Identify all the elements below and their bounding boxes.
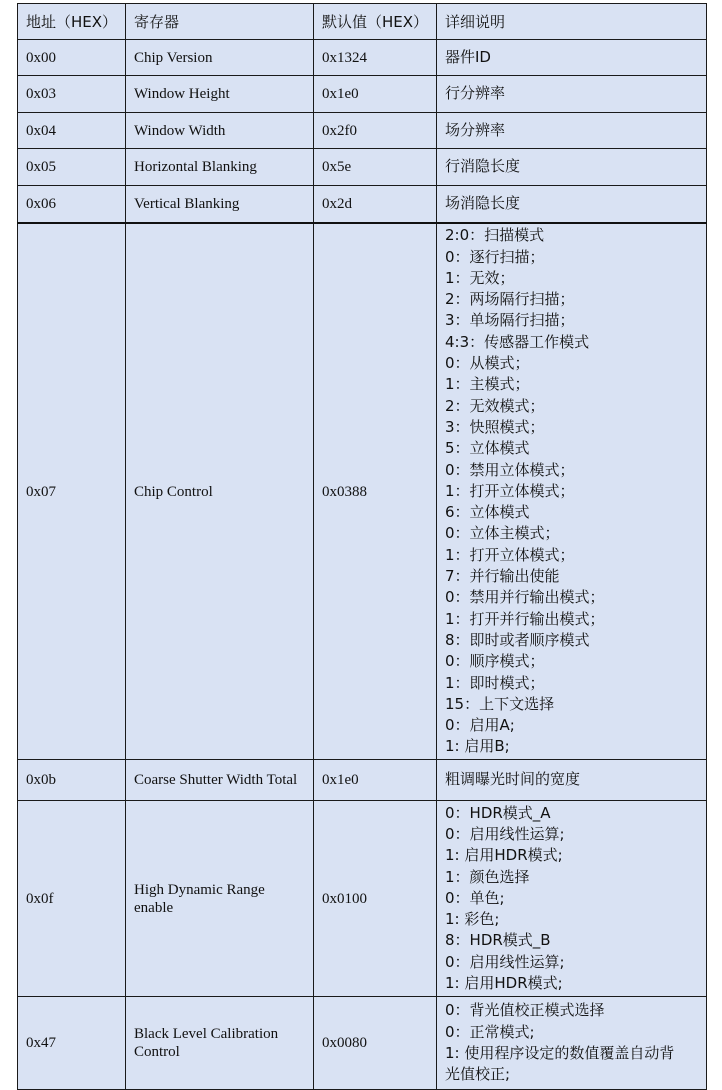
description-line: 粗调曝光时间的宽度 [445, 770, 581, 789]
description-line: 场分辨率 [445, 120, 506, 139]
cell-default: 0x0388 [314, 223, 437, 760]
description-line: 行分辨率 [445, 84, 506, 103]
description-line: 1: 启用B; [445, 737, 510, 756]
description-line: 0：禁用并行输出模式； [445, 588, 605, 607]
description-line: 6：立体模式 [445, 503, 530, 522]
description-line: 场消隐长度 [445, 194, 521, 213]
description-line: 1: 启用HDR模式; [445, 846, 563, 865]
table-row [18, 40, 707, 76]
cell-default: 0x1e0 [314, 760, 437, 801]
description-line: 1：打开立体模式； [445, 481, 575, 500]
cell-register: High Dynamic Range enable [126, 801, 314, 997]
description-line: 光值校正; [445, 1065, 511, 1084]
description-line: 0：逐行扫描； [445, 247, 545, 266]
header-default: 默认值（HEX） [314, 4, 437, 40]
description-line: 1: 启用HDR模式; [445, 974, 563, 993]
cell-register: Window Height [126, 76, 314, 113]
table-row [18, 186, 707, 224]
cell-address: 0x0f [18, 801, 126, 997]
cell-description [437, 186, 707, 224]
cell-register: Chip Version [126, 40, 314, 76]
cell-default: 0x1324 [314, 40, 437, 76]
cell-description [437, 149, 707, 186]
description-line: 0：HDR模式_A [445, 803, 551, 822]
table-row [18, 997, 707, 1090]
description-line: 8：即时或者顺序模式 [445, 630, 590, 649]
cell-address: 0x07 [18, 223, 126, 760]
description-line: 1：主模式； [445, 375, 530, 394]
cell-address: 0x04 [18, 113, 126, 149]
description-line: 0：从模式； [445, 354, 530, 373]
description-line: 1：无效； [445, 268, 515, 287]
description-line: 1：打开并行输出模式； [445, 609, 605, 628]
cell-address: 0x47 [18, 997, 126, 1090]
table-row [18, 149, 707, 186]
description-line: 1: 彩色; [445, 910, 500, 929]
cell-default: 0x5e [314, 149, 437, 186]
table-row [18, 76, 707, 113]
description-line: 3：快照模式； [445, 417, 545, 436]
cell-description [437, 801, 707, 997]
description-line: 0：禁用立体模式； [445, 460, 575, 479]
cell-description [437, 223, 707, 760]
cell-register: Vertical Blanking [126, 186, 314, 224]
cell-register: Black Level Calibration Control [126, 997, 314, 1090]
cell-register: Horizontal Blanking [126, 149, 314, 186]
description-line: 4:3：传感器工作模式 [445, 332, 590, 351]
description-line: 0：顺序模式； [445, 652, 545, 671]
cell-address: 0x00 [18, 40, 126, 76]
table-row [18, 113, 707, 149]
description-line: 0：正常模式; [445, 1022, 535, 1041]
description-line: 0：背光值校正模式选择 [445, 1001, 605, 1020]
register-table [17, 3, 707, 1090]
description-line: 8：HDR模式_B [445, 931, 551, 950]
cell-register: Window Width [126, 113, 314, 149]
description-line: 行消隐长度 [445, 157, 521, 176]
table-row [18, 223, 707, 760]
header-register: 寄存器 [126, 4, 314, 40]
cell-default: 0x2d [314, 186, 437, 224]
description-line: 0：立体主模式； [445, 524, 560, 543]
description-line: 5：立体模式 [445, 439, 530, 458]
description-line: 器件ID [445, 47, 491, 66]
description-line: 1：颜色选择 [445, 867, 530, 886]
table-header-row [18, 4, 707, 40]
cell-default: 0x0080 [314, 997, 437, 1090]
description-line: 1：打开立体模式； [445, 545, 575, 564]
cell-description [437, 997, 707, 1090]
description-line: 0：单色; [445, 888, 505, 907]
cell-default: 0x2f0 [314, 113, 437, 149]
description-line: 0：启用A; [445, 716, 515, 735]
description-line: 1：即时模式； [445, 673, 545, 692]
cell-address: 0x06 [18, 186, 126, 224]
description-line: 3：单场隔行扫描； [445, 311, 575, 330]
cell-address: 0x03 [18, 76, 126, 113]
cell-register: Chip Control [126, 223, 314, 760]
description-line: 0：启用线性运算; [445, 824, 565, 843]
cell-address: 0x05 [18, 149, 126, 186]
table-row [18, 760, 707, 801]
description-line: 0：启用线性运算; [445, 952, 565, 971]
description-line: 7：并行输出使能 [445, 567, 560, 586]
header-address: 地址（HEX） [18, 4, 126, 40]
description-line: 2：两场隔行扫描； [445, 290, 575, 309]
cell-default: 0x0100 [314, 801, 437, 997]
description-line: 1: 使用程序设定的数值覆盖自动背 [445, 1044, 675, 1062]
cell-default: 0x1e0 [314, 76, 437, 113]
cell-register: Coarse Shutter Width Total [126, 760, 314, 801]
cell-description [437, 760, 707, 801]
cell-address: 0x0b [18, 760, 126, 801]
header-description: 详细说明 [437, 4, 707, 40]
description-line: 15：上下文选择 [445, 694, 555, 713]
cell-description [437, 113, 707, 149]
description-line: 2:0：扫描模式 [445, 226, 545, 245]
cell-description [437, 40, 707, 76]
table-row [18, 801, 707, 997]
description-line: 2：无效模式； [445, 396, 545, 415]
cell-description [437, 76, 707, 113]
